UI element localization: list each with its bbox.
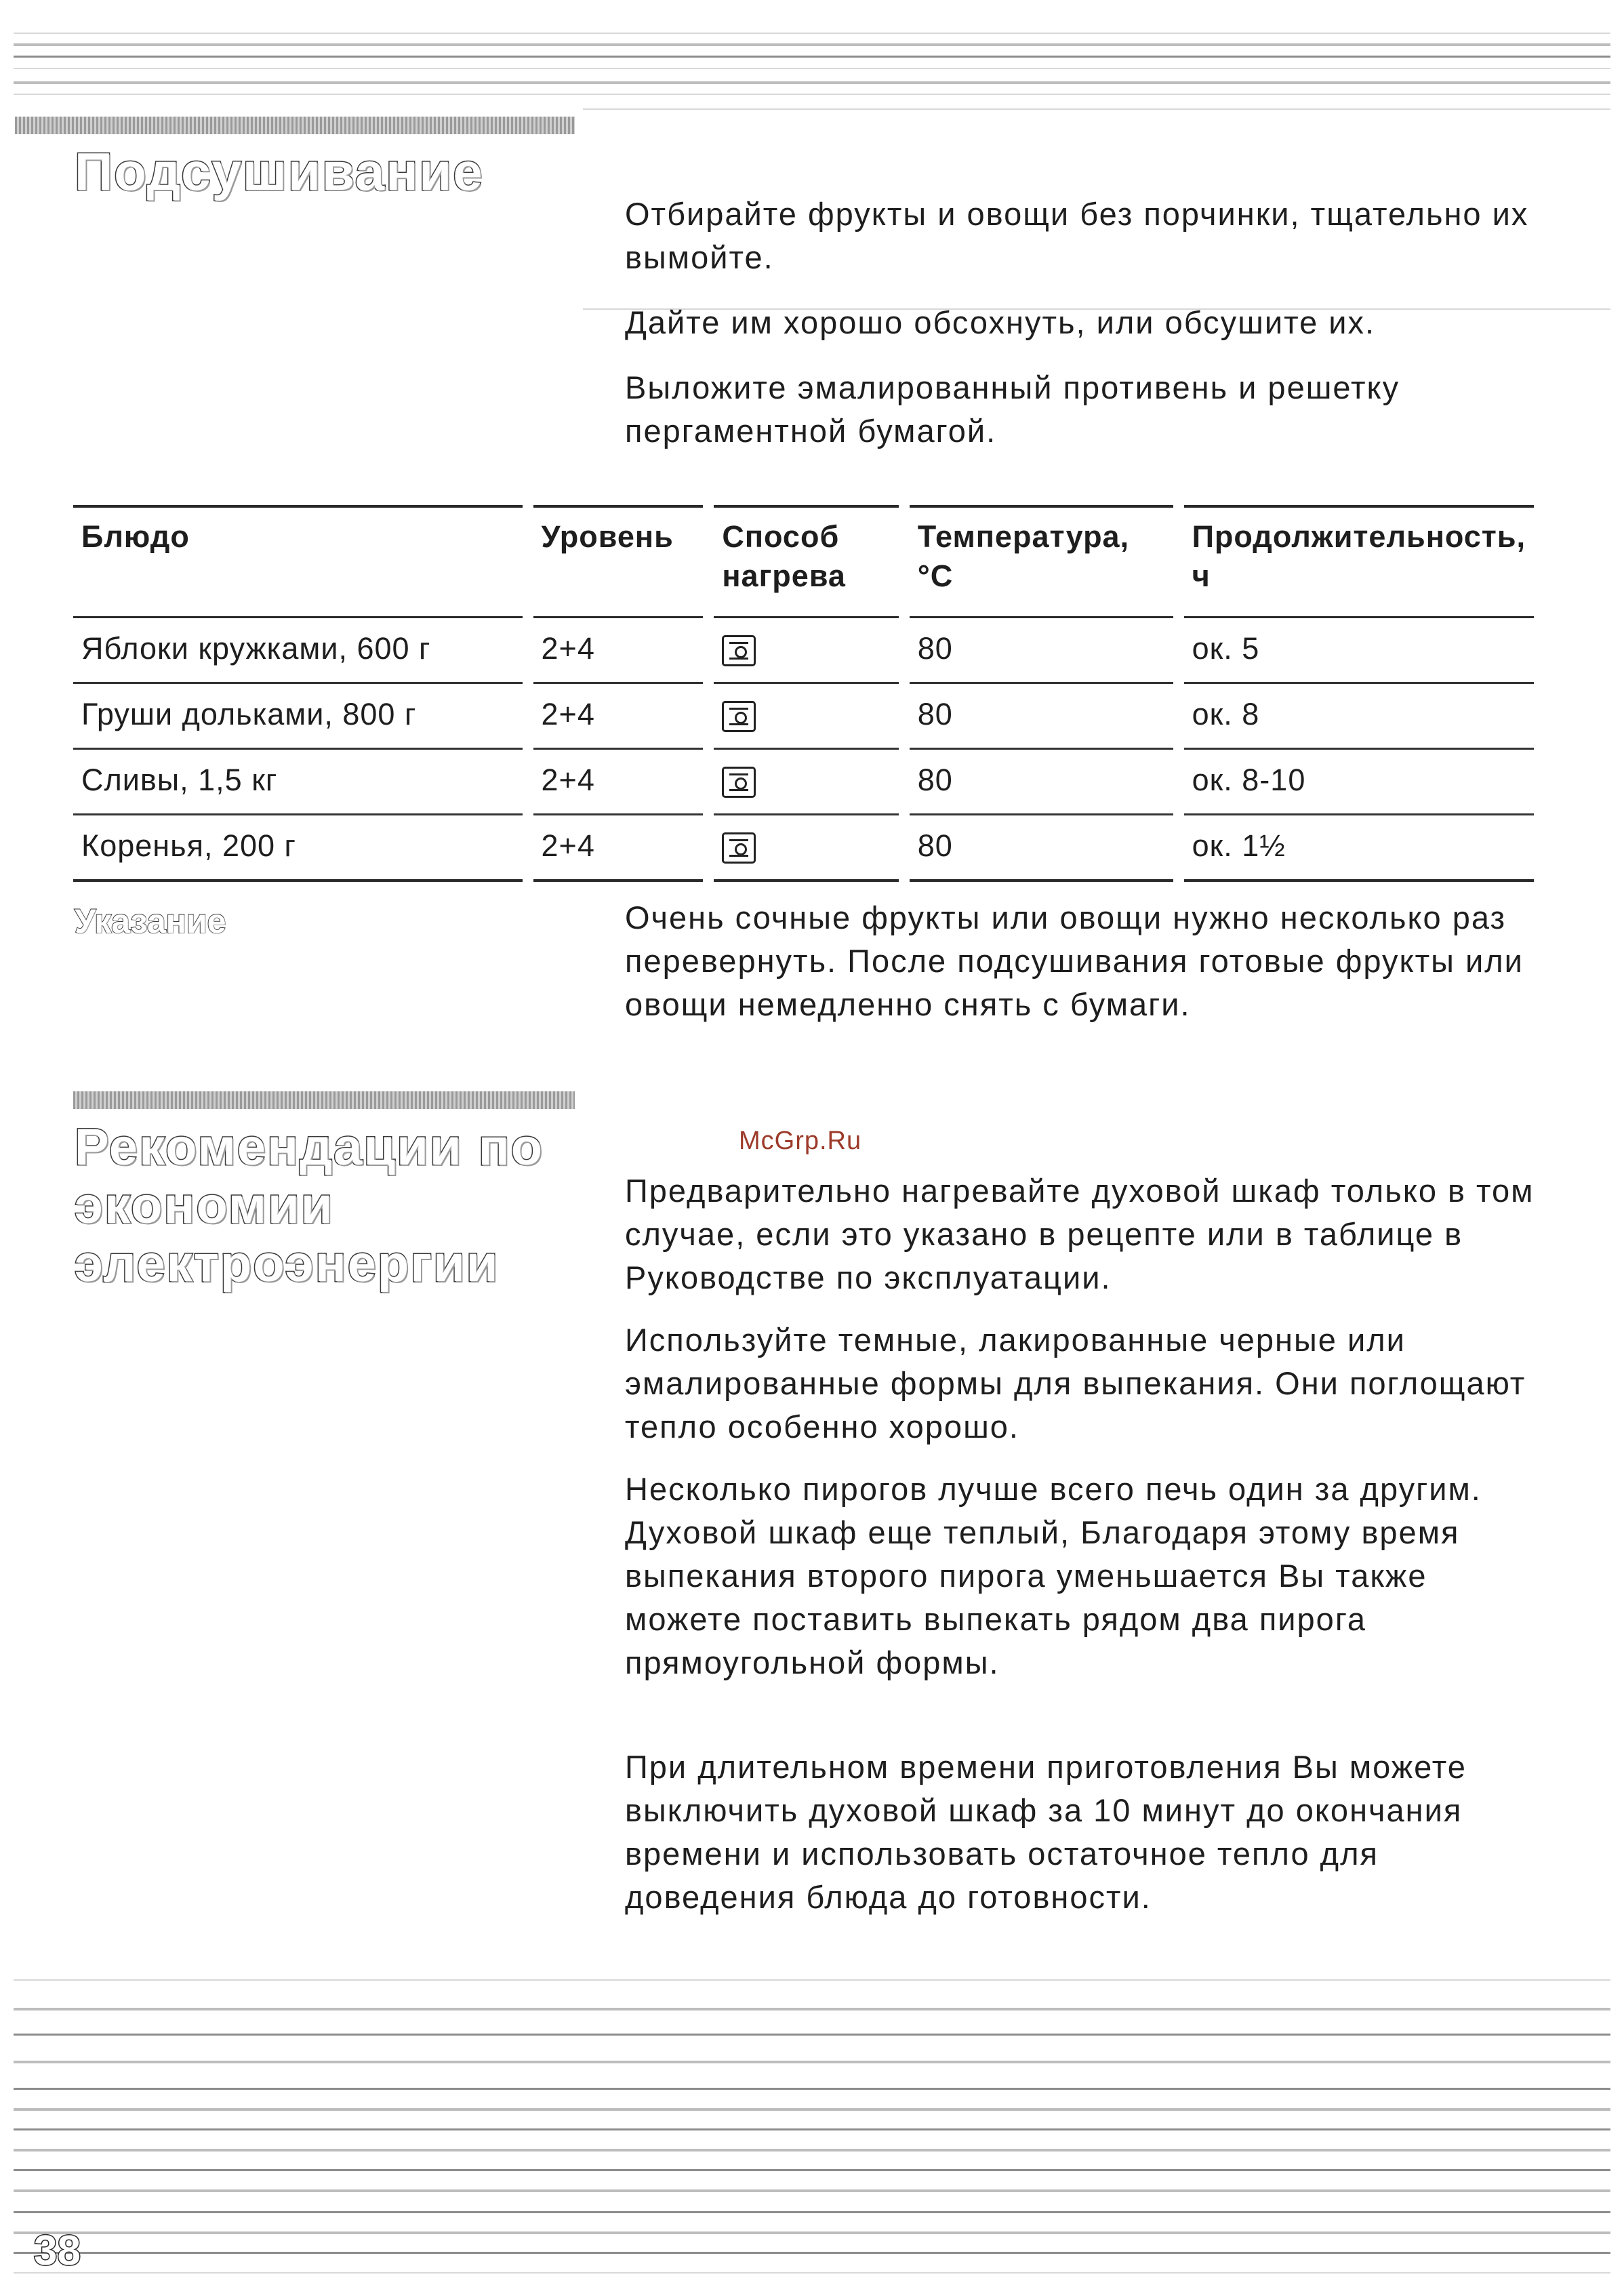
table-row <box>73 749 1534 815</box>
scan-line <box>14 2252 1610 2254</box>
table-cell-temp: 80 <box>904 815 1179 881</box>
paragraph: Предварительно нагревайте духовой шкаф только в том случае, если это указано в рецепте или в таблице в Руководстве по эксплуатации. <box>625 1173 1535 1295</box>
scan-line <box>14 43 1610 46</box>
top-bottom-heat-icon <box>722 767 756 798</box>
section-title-energy-saving: Рекомендации по экономии электроэнергии <box>75 1118 544 1293</box>
scan-line <box>14 2272 1610 2274</box>
table-cell-heating <box>708 618 904 683</box>
table-cell-duration: ок. 5 <box>1179 618 1534 683</box>
scan-line <box>14 81 1610 84</box>
column-header: Продолжительность, ч <box>1179 506 1534 618</box>
scan-line <box>14 2061 1610 2063</box>
table-cell-duration: ок. 1½ <box>1179 815 1534 881</box>
scan-line <box>14 2211 1610 2213</box>
table-cell-temp: 80 <box>904 749 1179 815</box>
table-cell-temp: 80 <box>904 618 1179 683</box>
scan-line <box>14 56 1610 58</box>
table-cell-duration: ок. 8-10 <box>1179 749 1534 815</box>
column-header: Способ нагрева <box>708 506 904 618</box>
table-cell-level: 2+4 <box>528 683 709 749</box>
scan-line <box>14 68 1610 69</box>
table-row <box>73 618 1534 683</box>
scan-line <box>14 2169 1610 2171</box>
top-bottom-heat-icon <box>722 832 756 864</box>
scan-line <box>14 2231 1610 2234</box>
paragraph: При длительном времени приготовления Вы можете выключить духовой шкаф за 10 минут до окончания времени и использовать остаточное тепло для доведения блюда до готовности. <box>625 1749 1467 1915</box>
table-cell-level: 2+4 <box>528 749 709 815</box>
scan-line <box>583 108 1610 110</box>
paragraph: Используйте темные, лакированные черные или эмалированные формы для выпекания. Они поглощают тепло особенно хорошо. <box>625 1322 1526 1444</box>
section-title-drying: Подсушивание <box>75 142 484 201</box>
table-row <box>73 683 1534 749</box>
scan-line <box>14 33 1610 34</box>
table-cell-level: 2+4 <box>528 618 709 683</box>
scan-line <box>14 94 1610 95</box>
scan-line <box>14 1979 1610 1981</box>
title-bar <box>15 117 575 134</box>
table-cell-dish: Коренья, 200 г <box>73 815 528 881</box>
paragraph: Выложите эмалированный противень и решетку пергаментной бумагой. <box>625 369 1400 449</box>
paragraph: Несколько пирогов лучше всего печь один за другим. Духовой шкаф еще теплый, Благодаря этому время выпекания второго пирога уменьшается Вы также можете поставить выпекать рядом два пирога прямоугольной формы. <box>625 1471 1482 1680</box>
scan-line <box>14 2008 1610 2011</box>
scan-line <box>14 2189 1610 2192</box>
table-cell-duration: ок. 8 <box>1179 683 1534 749</box>
scan-line <box>14 2088 1610 2090</box>
watermark: McGrp.Ru <box>739 1127 862 1155</box>
scan-line <box>14 2149 1610 2151</box>
table-cell-dish: Сливы, 1,5 кг <box>73 749 528 815</box>
top-bottom-heat-icon <box>722 701 756 732</box>
paragraph: Отбирайте фрукты и овощи без порчинки, тщательно их вымойте. <box>625 196 1529 275</box>
table-cell-heating <box>708 749 904 815</box>
note-text: Очень сочные фрукты или овощи нужно несколько раз перевернуть. После подсушивания готовые фрукты или овощи немедленно снять с бумаги. <box>625 900 1524 1022</box>
note-label: Указание <box>75 902 226 940</box>
table-cell-level: 2+4 <box>528 815 709 881</box>
column-header: Температура, °C <box>904 506 1179 618</box>
scan-line <box>14 2034 1610 2036</box>
table-cell-dish: Яблоки кружками, 600 г <box>73 618 528 683</box>
table-cell-dish: Груши дольками, 800 г <box>73 683 528 749</box>
scan-line <box>14 2108 1610 2111</box>
paragraph: Дайте им хорошо обсохнуть, или обсушите их. <box>625 304 1376 340</box>
table-cell-heating <box>708 683 904 749</box>
scan-line <box>14 2128 1610 2130</box>
table-header-row <box>73 506 1534 618</box>
table-cell-heating <box>708 815 904 881</box>
table-row <box>73 815 1534 881</box>
column-header: Блюдо <box>73 506 528 618</box>
table-cell-temp: 80 <box>904 683 1179 749</box>
title-bar <box>73 1091 575 1109</box>
column-header: Уровень <box>528 506 709 618</box>
drying-table <box>73 505 1534 882</box>
top-bottom-heat-icon <box>722 635 756 666</box>
page-number: 38 <box>34 2227 81 2274</box>
